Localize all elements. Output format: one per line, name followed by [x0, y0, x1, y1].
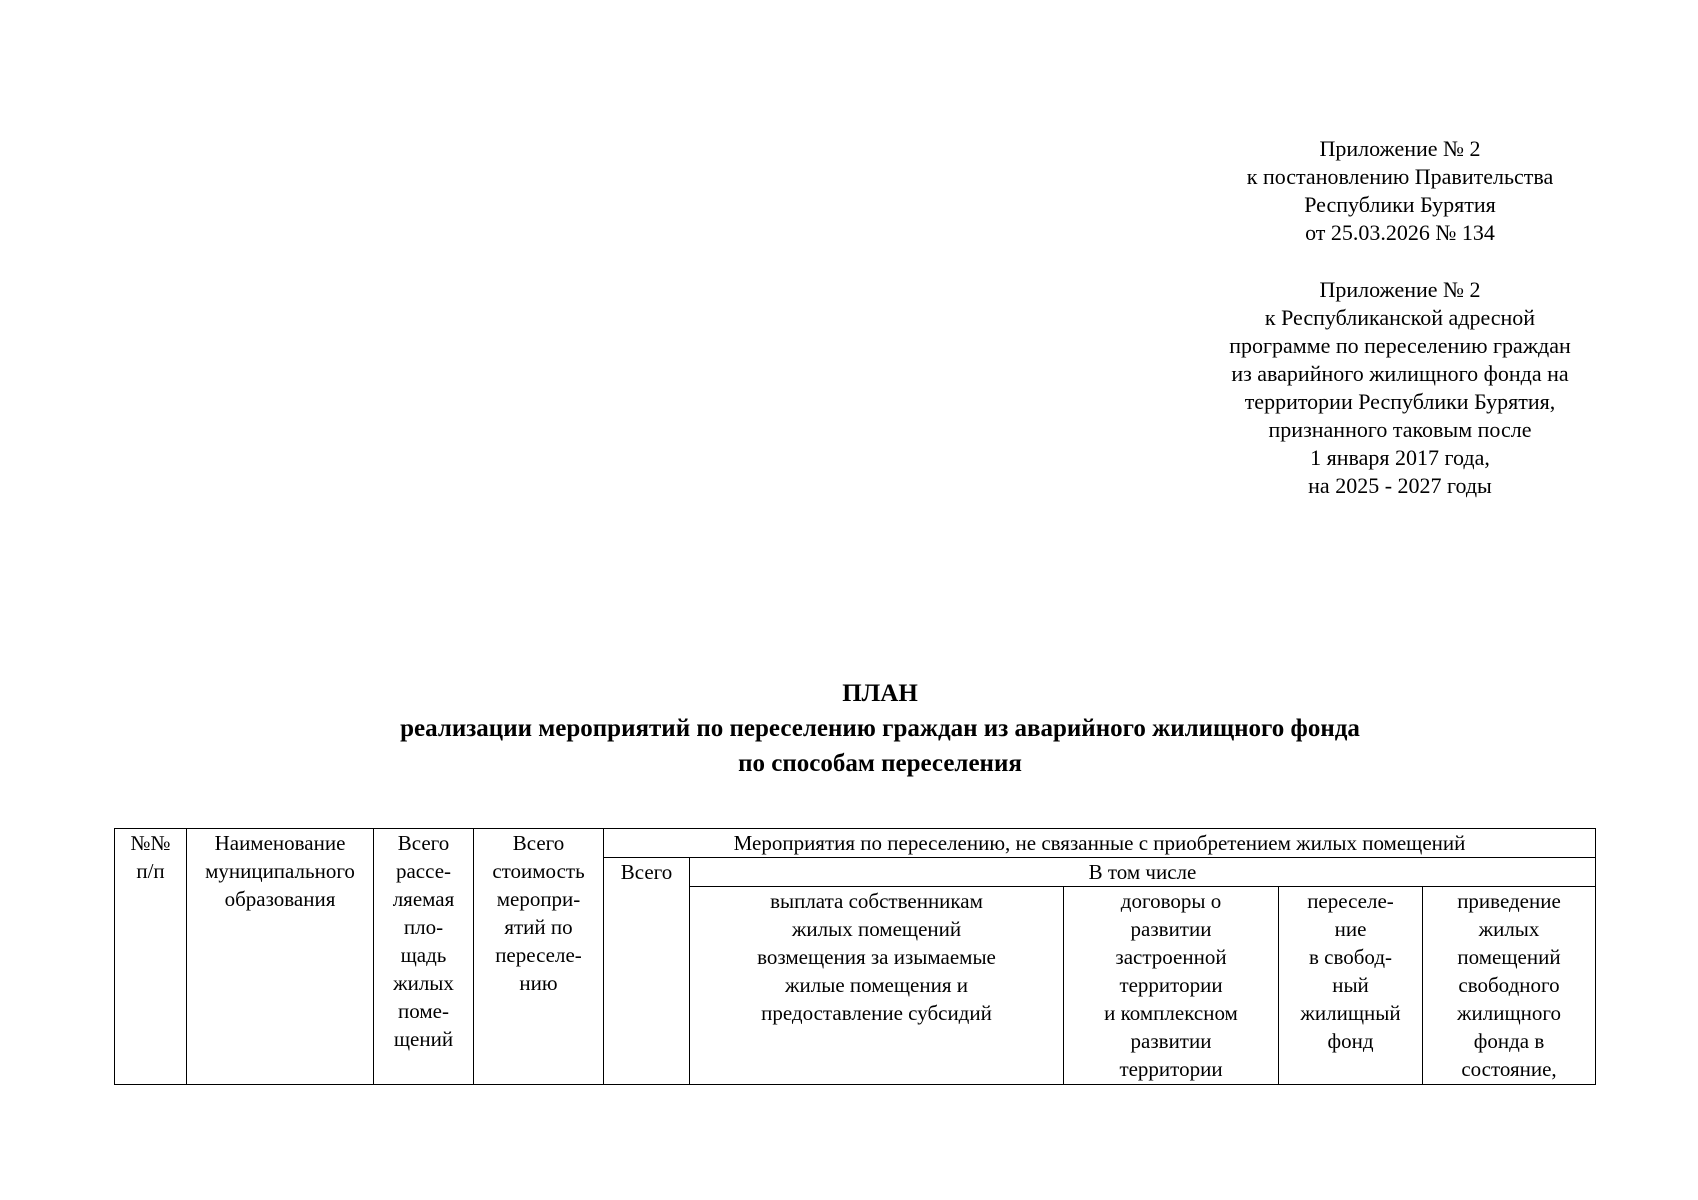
header-bringing: приведение жилых помещений свободного жилищного фонда в состояние,: [1423, 887, 1596, 1085]
header-agreements: договоры о развитии застроенной территории и комплексном развитии территории: [1064, 887, 1279, 1085]
appendix-line: Республики Бурятия: [1304, 192, 1496, 217]
appendix-line: территории Республики Бурятия,: [1244, 389, 1556, 414]
resettlement-plan-table: [114, 828, 1596, 1085]
appendix-line: признанного таковым после: [1268, 417, 1532, 442]
appendix-line: от 25.03.2026 № 134: [1305, 220, 1495, 245]
appendix-line: программе по переселению граждан: [1229, 333, 1571, 358]
appendix-line: на 2025 - 2027 годы: [1308, 473, 1492, 498]
header-row-1: [115, 829, 1596, 858]
appendix-line: к постановлению Правительства: [1246, 164, 1554, 189]
header-total-area: Всего рассе- ляемая пло- щадь жилых поме- щений: [374, 829, 474, 1085]
appendix-line: 1 января 2017 года,: [1310, 445, 1490, 470]
plan-heading: ПЛАН: [842, 680, 918, 707]
header-group-measures: Мероприятия по переселению, не связанные с приобретением жилых помещений: [604, 829, 1596, 858]
appendix-line: к Республиканской адресной: [1264, 305, 1536, 330]
header-free-fund: переселе- ние в свобод- ный жилищный фонд: [1279, 887, 1423, 1085]
appendix-republican-program: [1160, 276, 1640, 500]
header-number: №№ п/п: [115, 829, 187, 1085]
header-municipality: Наименование муниципального образования: [187, 829, 374, 1085]
appendix-line: Приложение № 2: [1319, 277, 1481, 302]
plan-subtitle-line-1: реализации мероприятий по переселению граждан из аварийного жилищного фонда: [400, 715, 1360, 742]
plan-subtitle-line-2: по способам переселения: [738, 750, 1022, 777]
header-including: В том числе: [690, 858, 1596, 887]
plan-title: [0, 676, 1698, 781]
appendix-government-decree: [1160, 135, 1640, 247]
appendix-line: из аварийного жилищного фонда на: [1231, 361, 1569, 386]
header-total-cost: Всего стоимость меропри- ятий по переселе- нию: [474, 829, 604, 1085]
appendix-line: Приложение № 2: [1319, 136, 1481, 161]
header-payment: выплата собственникам жилых помещений возмещения за изымаемые жилые помещения и предоставление субсидий: [690, 887, 1064, 1085]
header-total: Всего: [604, 858, 690, 1085]
